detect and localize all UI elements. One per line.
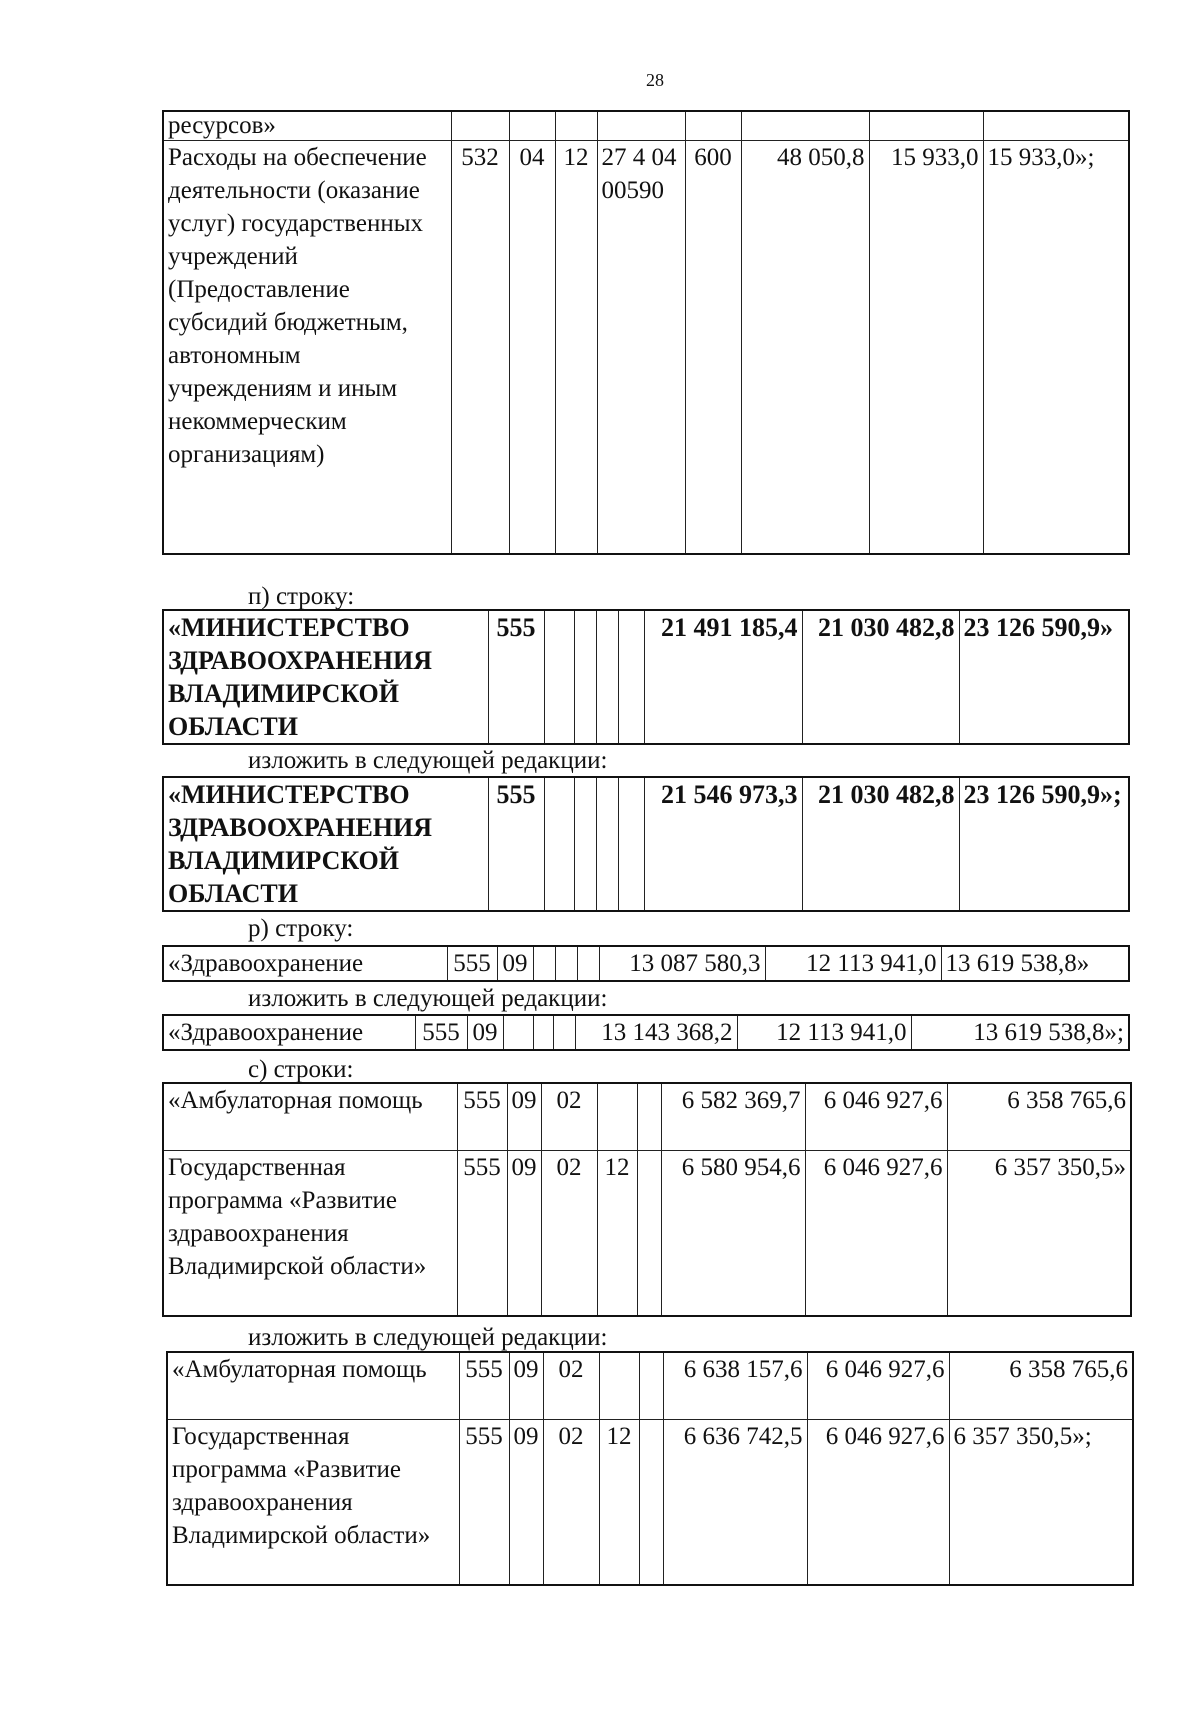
cell-value-1: 21 491 185,4 — [644, 610, 802, 744]
row-name: «Здравоохранение — [163, 1015, 415, 1050]
table-block-3 — [162, 776, 1130, 912]
cell-value-2: 15 933,0 — [869, 141, 983, 555]
cell-value-2: 6 046 927,6 — [807, 1420, 949, 1586]
cell-value-3: 6 357 350,5»; — [949, 1420, 1133, 1586]
cell-value-2: 12 113 941,0 — [737, 1015, 911, 1050]
cell-subsection: 02 — [543, 1352, 599, 1420]
table-row — [163, 610, 1129, 744]
cell-subsection: 02 — [541, 1151, 597, 1317]
table-block-2 — [162, 609, 1130, 745]
cell-subsection: 02 — [541, 1083, 597, 1151]
cell-ministry-code: 555 — [415, 1015, 467, 1050]
cell-section: 09 — [509, 1420, 543, 1586]
caption-edit-1: изложить в следующей редакции: — [248, 747, 608, 774]
table-row — [163, 1015, 1129, 1050]
row-name: Расходы на обеспечение деятельности (оказание услуг) государственных учреждений (Предоставление субсидий бюджетным, автономным учреждениям и иным некоммерческим организациям) — [163, 141, 451, 555]
cell-value-1: 48 050,8 — [741, 141, 869, 555]
row-name: Государственная программа «Развитие здравоохранения Владимирской области» — [167, 1420, 459, 1586]
table-row — [163, 1151, 1131, 1317]
caption-p: п) строку: — [248, 583, 355, 610]
cell-value-1: 13 087 580,3 — [599, 946, 765, 981]
cell-ministry-code: 555 — [488, 610, 544, 744]
cell-subsection: 02 — [543, 1420, 599, 1586]
cell-value-3: 23 126 590,9»; — [959, 777, 1129, 911]
row-name: «МИНИСТЕРСТВО ЗДРАВООХРАНЕНИЯ ВЛАДИМИРСКОЙ ОБЛАСТИ — [163, 777, 488, 911]
cell-value-3: 13 619 538,8»; — [911, 1015, 1129, 1050]
cell-value-1: 6 582 369,7 — [661, 1083, 805, 1151]
cell-section: 09 — [509, 1352, 543, 1420]
cell-value-3: 6 357 350,5» — [947, 1151, 1131, 1317]
table-row — [163, 777, 1129, 911]
cell-value-3: 15 933,0»; — [983, 141, 1129, 555]
table-row — [163, 946, 1129, 981]
cell-value-2: 6 046 927,6 — [805, 1151, 947, 1317]
row-name: Государственная программа «Развитие здравоохранения Владимирской области» — [163, 1151, 457, 1317]
cell-section: 09 — [507, 1151, 541, 1317]
caption-s: с) строки: — [248, 1056, 354, 1083]
table-block-7 — [166, 1351, 1134, 1586]
cell-value-2: 21 030 482,8 — [802, 777, 959, 911]
cell-program: 12 — [599, 1420, 639, 1586]
table-block-1 — [162, 110, 1130, 555]
cell-ministry-code: 532 — [451, 141, 509, 555]
cell-section: 09 — [467, 1015, 503, 1050]
caption-r: р) строку: — [248, 915, 354, 942]
cell-target-article: 27 4 04 00590 — [597, 141, 685, 555]
row-name: «Амбулаторная помощь — [167, 1352, 459, 1420]
cell-program — [599, 1352, 639, 1420]
cell-value-3: 6 358 765,6 — [949, 1352, 1133, 1420]
cell-section: 09 — [497, 946, 533, 981]
cell-value-1: 6 638 157,6 — [663, 1352, 807, 1420]
cell-ministry-code: 555 — [459, 1352, 509, 1420]
cell-value-1: 6 580 954,6 — [661, 1151, 805, 1317]
cell-value-2: 6 046 927,6 — [805, 1083, 947, 1151]
table-row — [163, 1083, 1131, 1151]
row-name: ресурсов» — [163, 111, 451, 141]
row-name: «Здравоохранение — [163, 946, 447, 981]
cell-program: 12 — [597, 1151, 637, 1317]
cell-value-3: 6 358 765,6 — [947, 1083, 1131, 1151]
cell-value-2: 12 113 941,0 — [765, 946, 941, 981]
cell-section: 04 — [509, 141, 555, 555]
cell-ministry-code: 555 — [457, 1151, 507, 1317]
cell-value-1: 6 636 742,5 — [663, 1420, 807, 1586]
cell-value-3: 23 126 590,9» — [959, 610, 1129, 744]
cell-value-3: 13 619 538,8» — [941, 946, 1129, 981]
cell-ministry-code: 555 — [459, 1420, 509, 1586]
table-block-5 — [162, 1014, 1130, 1051]
cell-value-2: 21 030 482,8 — [802, 610, 959, 744]
cell-value-1: 13 143 368,2 — [575, 1015, 737, 1050]
table-block-6 — [162, 1082, 1132, 1317]
table-row — [167, 1420, 1133, 1586]
caption-edit-3: изложить в следующей редакции: — [248, 1324, 608, 1351]
row-name: «Амбулаторная помощь — [163, 1083, 457, 1151]
cell-expense-type: 600 — [685, 141, 741, 555]
cell-ministry-code: 555 — [447, 946, 497, 981]
cell-value-1: 21 546 973,3 — [644, 777, 802, 911]
cell-program — [597, 1083, 637, 1151]
cell-value-2: 6 046 927,6 — [807, 1352, 949, 1420]
cell-ministry-code: 555 — [488, 777, 544, 911]
table-row — [167, 1352, 1133, 1420]
cell-section: 09 — [507, 1083, 541, 1151]
page-number: 28 — [646, 70, 664, 90]
table-row — [163, 141, 1129, 555]
cell-ministry-code: 555 — [457, 1083, 507, 1151]
row-name: «МИНИСТЕРСТВО ЗДРАВООХРАНЕНИЯ ВЛАДИМИРСКОЙ ОБЛАСТИ — [163, 610, 488, 744]
cell-subsection: 12 — [555, 141, 597, 555]
table-row — [163, 111, 1129, 141]
caption-edit-2: изложить в следующей редакции: — [248, 985, 608, 1012]
table-block-4 — [162, 945, 1130, 982]
